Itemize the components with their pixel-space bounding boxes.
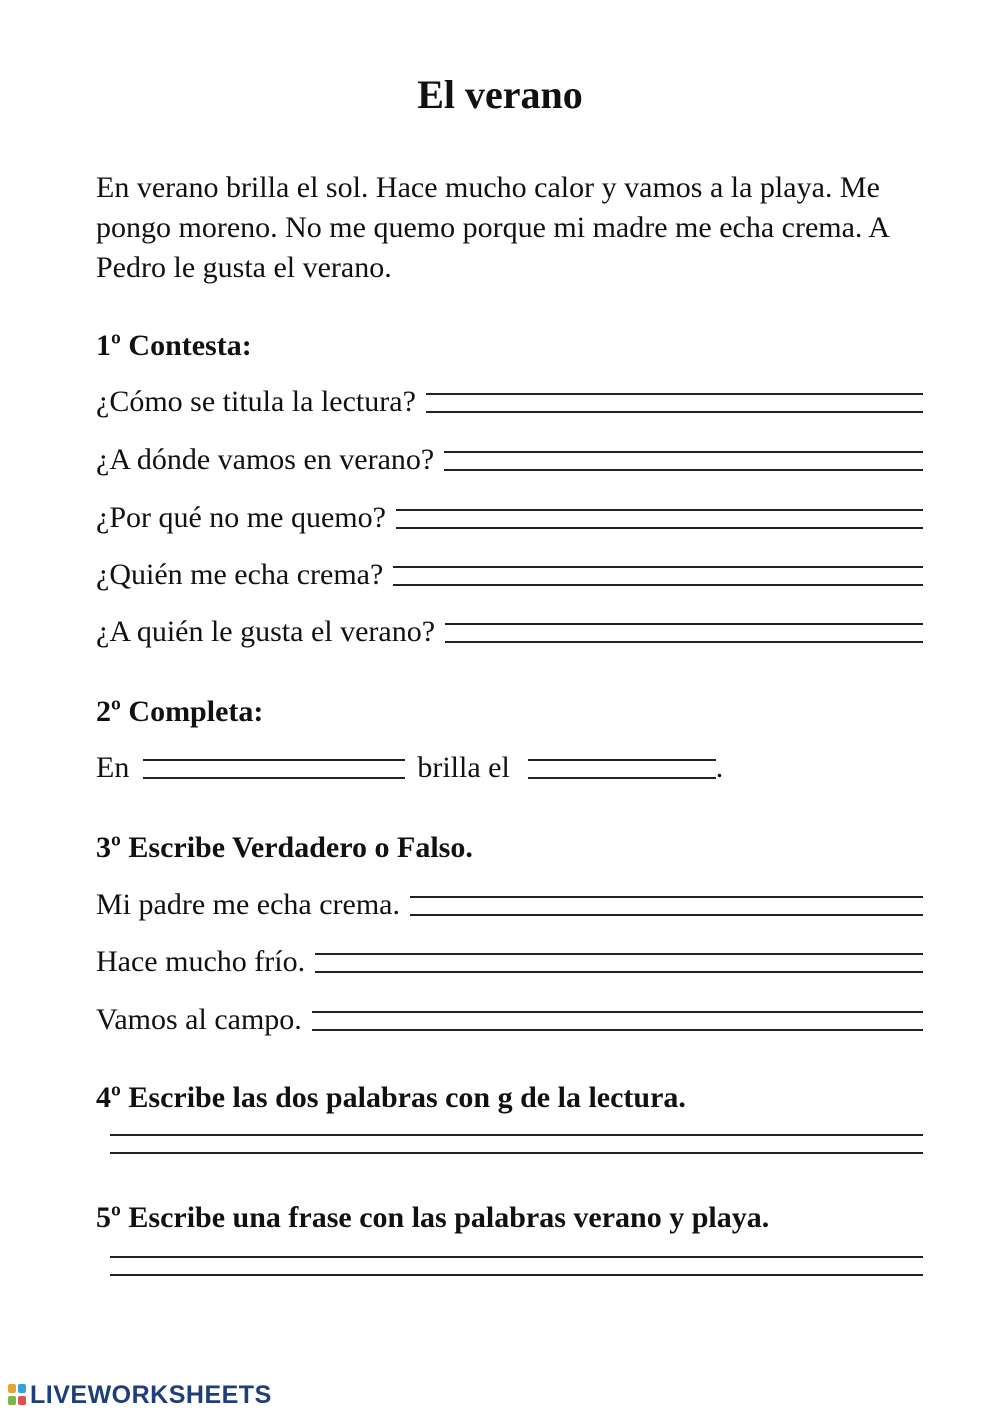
section5-heading: 5º Escribe una frase con las palabras verano y playa.	[96, 1201, 770, 1234]
question-text: ¿Cómo se titula la lectura?	[96, 385, 416, 418]
liveworksheets-logo[interactable]	[8, 1379, 272, 1411]
sentence-middle: brilla el	[417, 751, 510, 784]
true-false-blank[interactable]	[410, 890, 923, 920]
liveworksheets-logo-icon	[8, 1384, 28, 1406]
question-row	[96, 382, 923, 422]
true-false-blank[interactable]	[315, 947, 923, 977]
complete-sentence-row	[96, 748, 723, 788]
section4-heading: 4º Escribe las dos palabras con g de la lectura.	[96, 1081, 686, 1114]
logo-text: LIVEWORKSHEETS	[30, 1380, 272, 1409]
statement-text: Hace mucho frío.	[96, 945, 306, 978]
statement-text: Vamos al campo.	[96, 1003, 302, 1036]
complete-blank-season[interactable]	[143, 753, 405, 783]
sentence-end: .	[715, 751, 724, 784]
section3-heading: 3º Escribe Verdadero o Falso.	[96, 831, 473, 864]
answer-blank[interactable]	[393, 560, 923, 590]
complete-blank-sun[interactable]	[528, 753, 716, 783]
question-row	[96, 555, 923, 595]
reading-text: En verano brilla el sol. Hace mucho calor y vamos a la playa. Me pongo moreno. No me quemo porque mi madre me echa crema. A Pedro le gusta el verano.	[96, 171, 889, 284]
statement-row	[96, 1000, 923, 1040]
question-text: ¿A quién le gusta el verano?	[96, 615, 436, 648]
question-text: ¿Por qué no me quemo?	[96, 501, 386, 534]
statement-row	[96, 942, 923, 982]
sentence-start: En	[96, 751, 130, 784]
question-row	[96, 440, 923, 480]
g-words-answer-blank[interactable]	[110, 1128, 923, 1158]
answer-blank[interactable]	[444, 445, 923, 475]
section1-heading: 1º Contesta:	[96, 329, 252, 362]
worksheet-title: El verano	[417, 72, 583, 117]
sentence-answer-blank[interactable]	[110, 1250, 923, 1280]
answer-blank[interactable]	[396, 503, 923, 533]
true-false-blank[interactable]	[312, 1005, 923, 1035]
question-row	[96, 612, 923, 652]
question-row	[96, 498, 923, 538]
section2-heading: 2º Completa:	[96, 695, 264, 728]
answer-blank[interactable]	[426, 387, 923, 417]
question-text: ¿A dónde vamos en verano?	[96, 443, 435, 476]
statement-row	[96, 885, 923, 925]
statement-text: Mi padre me echa crema.	[96, 888, 400, 921]
question-text: ¿Quién me echa crema?	[96, 558, 384, 591]
answer-blank[interactable]	[445, 617, 923, 647]
